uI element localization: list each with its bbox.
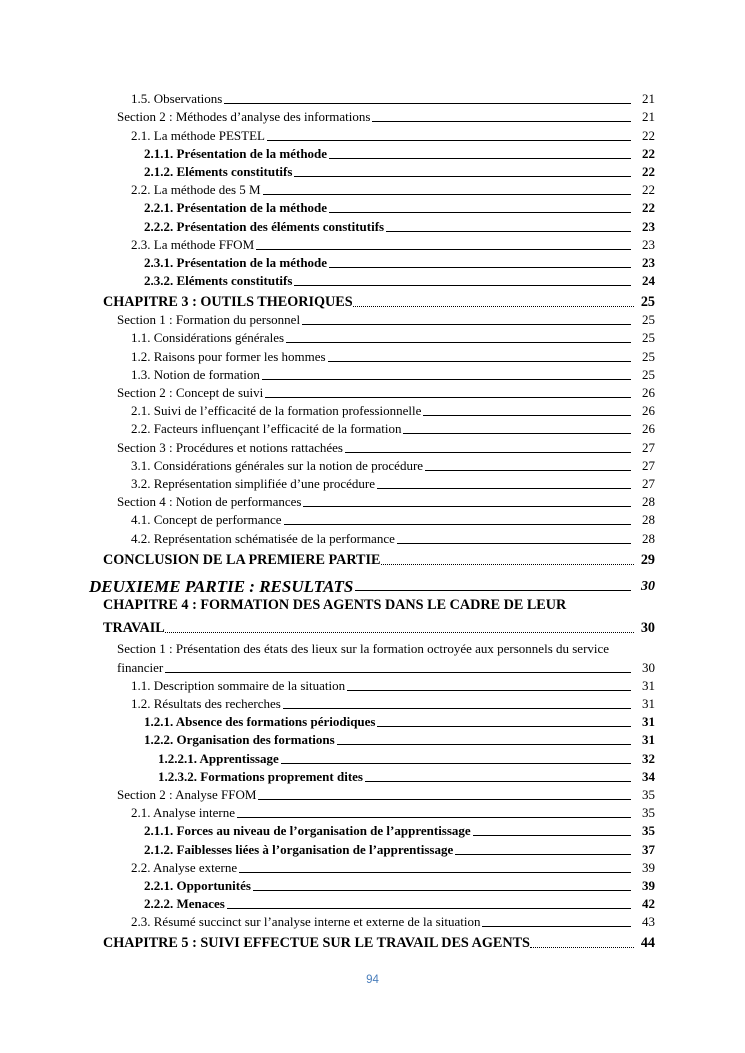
toc-entry: 2.1.2. Faiblesses liées à l’organisation de l’apprentissage 37 <box>144 841 655 857</box>
toc-entry: 3.2. Représentation simplifiée d’une procédure 27 <box>131 475 655 491</box>
toc-entry: Section 2 : Méthodes d’analyse des informations 21 <box>117 109 655 125</box>
toc-entry: 2.2.2. Menaces 42 <box>144 896 655 912</box>
toc-entry: 4.1. Concept de performance 28 <box>131 512 655 528</box>
toc-entry-line1: Section 1 : Présentation des états des lieux sur la formation octroyée aux personnels du service <box>117 640 610 656</box>
toc-chapter-entry: CHAPITRE 3 : OUTILS THEORIQUES 25 <box>103 294 655 311</box>
toc-chapter-entry: CHAPITRE 5 : SUIVI EFFECTUE SUR LE TRAVAIL DES AGENTS 44 <box>103 935 655 952</box>
toc-chapter-entry-line1: CHAPITRE 4 : FORMATION DES AGENTS DANS LE CADRE DE LEUR <box>103 596 567 613</box>
toc-entry: 1.2.2. Organisation des formations 31 <box>144 732 655 748</box>
page-number: 94 <box>366 974 379 986</box>
toc-chapter-entry: CONCLUSION DE LA PREMIERE PARTIE 29 <box>103 551 655 568</box>
toc-entry: financier 30 <box>117 659 655 675</box>
toc-entry: 1.2.3.2. Formations proprement dites 34 <box>158 768 655 784</box>
toc-entry: 2.3.2. Eléments constitutifs 24 <box>144 273 655 289</box>
toc-entry: 2.2. La méthode des 5 M 22 <box>131 182 655 198</box>
toc-entry: Section 1 : Formation du personnel 25 <box>117 312 655 328</box>
toc-entry: 2.1. La méthode PESTEL 22 <box>131 127 655 143</box>
toc-chapter-entry: TRAVAIL 30 <box>103 619 655 636</box>
toc-entry: Section 2 : Analyse FFOM 35 <box>117 787 655 802</box>
toc-entry: 1.2.2.1. Apprentissage 32 <box>158 750 655 766</box>
toc-entry: 1.2. Raisons pour former les hommes 25 <box>131 348 655 364</box>
toc-entry: Section 3 : Procédures et notions rattachées 27 <box>117 439 655 455</box>
toc-entry: 2.2.1. Opportunités 39 <box>144 877 655 893</box>
toc-entry: 2.1.1. Présentation de la méthode 22 <box>144 145 655 161</box>
toc-entry: 2.3.1. Présentation de la méthode 23 <box>144 254 655 270</box>
toc-entry: 2.3. Résumé succinct sur l’analyse interne et externe de la situation 43 <box>131 914 655 930</box>
toc-entry: 2.2.2. Présentation des éléments constitutifs 23 <box>144 218 655 234</box>
toc-entry: 2.1. Analyse interne 35 <box>131 805 655 821</box>
toc-entry: 3.1. Considérations générales sur la notion de procédure 27 <box>131 457 655 473</box>
toc-entry: 1.2.1. Absence des formations périodiques 31 <box>144 714 655 730</box>
toc-entry: 2.2.1. Présentation de la méthode 22 <box>144 200 655 216</box>
toc-entry: 1.1. Description sommaire de la situation 31 <box>131 677 655 693</box>
toc-entry: 1.5. Observations 21 <box>131 91 655 107</box>
toc-entry: 2.2. Analyse externe 39 <box>131 859 655 875</box>
toc-entry: Section 2 : Concept de suivi 26 <box>117 385 655 400</box>
toc-part-entry: DEUXIEME PARTIE : RESULTATS 30 <box>89 576 655 596</box>
toc-entry: 4.2. Représentation schématisée de la performance 28 <box>131 530 655 546</box>
toc-entry: 1.1. Considérations générales 25 <box>131 330 655 346</box>
toc-entry: 1.2. Résultats des recherches 31 <box>131 696 655 712</box>
table-of-contents <box>0 89 745 951</box>
toc-entry: 2.1. Suivi de l’efficacité de la formation professionnelle 26 <box>131 403 655 419</box>
toc-entry: Section 4 : Notion de performances 28 <box>117 494 655 510</box>
toc-entry: 2.1.1. Forces au niveau de l’organisation de l’apprentissage 35 <box>144 823 655 839</box>
toc-entry: 1.3. Notion de formation 25 <box>131 366 655 382</box>
toc-entry: 2.2. Facteurs influençant l’efficacité de la formation 26 <box>131 421 655 437</box>
toc-entry: 2.1.2. Eléments constitutifs 22 <box>144 163 655 179</box>
toc-entry: 2.3. La méthode FFOM 23 <box>131 236 655 252</box>
